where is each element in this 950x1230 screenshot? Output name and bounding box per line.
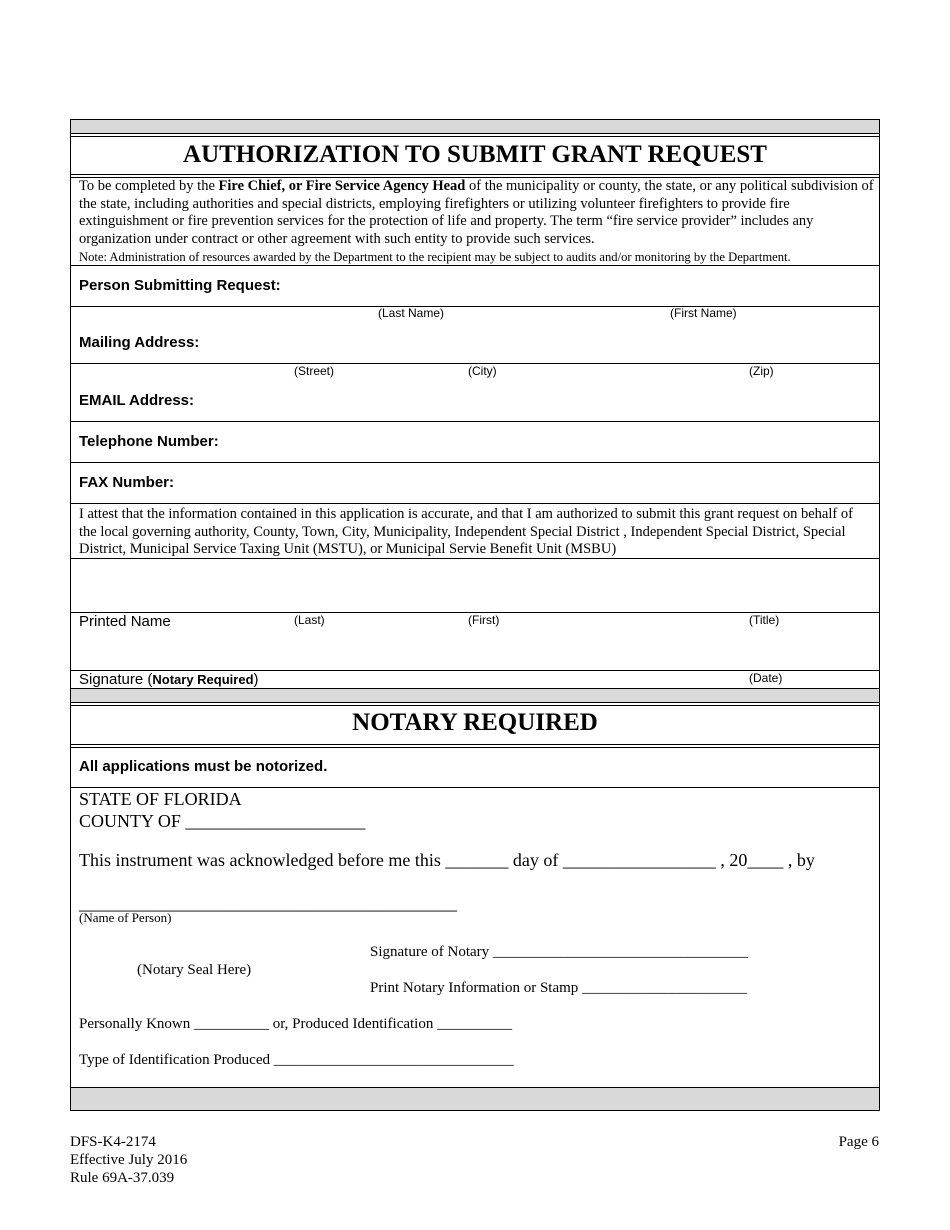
first-hint: (First) — [468, 613, 500, 627]
bottom-shade-bar — [71, 1088, 879, 1110]
person-label: Person Submitting Request: — [79, 277, 281, 294]
intro-paragraph — [79, 178, 874, 248]
id-type-line[interactable]: Type of Identification Produced ________________________________ — [79, 1052, 514, 1068]
rule — [71, 265, 879, 266]
state-line: STATE OF FLORIDA — [79, 789, 242, 809]
name-of-person-hint: (Name of Person) — [79, 910, 172, 925]
street-hint: (Street) — [294, 364, 335, 378]
email-label: EMAIL Address: — [79, 392, 195, 409]
grant-authorization-form — [70, 119, 880, 1111]
mailing-label: Mailing Address: — [79, 334, 200, 351]
signature-label-text: Signature ( — [79, 671, 153, 688]
intro-prefix: To be completed by the — [79, 178, 219, 194]
notary-title: NOTARY REQUIRED — [352, 709, 598, 736]
notary-seal-hint: (Notary Seal Here) — [137, 962, 252, 978]
signature-label — [79, 671, 259, 688]
must-notarize: All applications must be notorized. — [79, 758, 328, 775]
notary-title-bottom-rule — [71, 744, 879, 748]
phone-label: Telephone Number: — [79, 433, 219, 450]
notary-title-top-rule — [71, 702, 879, 706]
signature-close: ) — [253, 671, 259, 688]
fax-label: FAX Number: — [79, 474, 175, 491]
attestation-text: I attest that the information contained in this application is accurate, and that I am authorized to submit this grant request on behalf of the local governing authority, County, Town, City, Municipality, Independent Special District , Independent Special District, Special District, Municipal Service Taxing Unit (MSTU), or Municipal Servie Benefit Unit (MSBU) — [79, 506, 853, 557]
intro-rest: of the municipality or county, the state, or any political subdivision of the state, including authorities and special districts, employing firefighters or utilizing volunteer firefighters to provide fire extinguishment or fire prevention services for the protection of life and property. The term “fire service provider” includes any organization under contract or other agreement with such entity to provide such services. — [79, 178, 874, 247]
first-name-hint: (First Name) — [670, 306, 737, 320]
title-top-rule — [71, 133, 879, 137]
zip-hint: (Zip) — [749, 364, 774, 378]
date-hint: (Date) — [749, 671, 783, 685]
last-hint: (Last) — [294, 613, 325, 627]
county-line[interactable]: COUNTY OF ____________________ — [79, 811, 366, 831]
form-footer — [70, 1133, 187, 1187]
intro-bold: Fire Chief, or Fire Service Agency Head — [218, 178, 466, 194]
middle-shade-bar — [71, 689, 879, 702]
page-number: Page 6 — [838, 1134, 879, 1150]
top-shade-bar — [71, 120, 879, 133]
phone-underline[interactable] — [71, 462, 879, 463]
last-name-hint: (Last Name) — [378, 306, 445, 320]
email-underline[interactable] — [71, 421, 879, 422]
city-hint: (City) — [468, 364, 497, 378]
title-hint: (Title) — [749, 613, 780, 627]
person-underline[interactable] — [71, 306, 879, 307]
notary-print-line[interactable]: Print Notary Information or Stamp ______________________ — [370, 980, 748, 996]
notary-signature-line[interactable]: Signature of Notary __________________________________ — [370, 944, 748, 960]
form-id: DFS-K4-2174 — [70, 1134, 156, 1150]
form-title: AUTHORIZATION TO SUBMIT GRANT REQUEST — [183, 141, 767, 168]
rule — [71, 558, 879, 559]
fax-underline[interactable] — [71, 503, 879, 504]
acknowledgement-line[interactable]: This instrument was acknowledged before me this _______ day of _________________ , 20____ , by — [79, 850, 815, 870]
printed-name-label: Printed Name — [79, 613, 171, 630]
rule-number: Rule 69A-37.039 — [70, 1170, 175, 1186]
audit-note: Note: Administration of resources awarded by the Department to the recipient may be subject to audits and/or monitoring by the Department. — [79, 250, 791, 264]
personally-known-line[interactable]: Personally Known __________ or, Produced Identification __________ — [79, 1016, 513, 1032]
signature-notary-bold: Notary Required — [152, 672, 254, 687]
person-name-line[interactable]: __________________________________________ — [79, 893, 457, 913]
effective-date: Effective July 2016 — [70, 1152, 188, 1168]
